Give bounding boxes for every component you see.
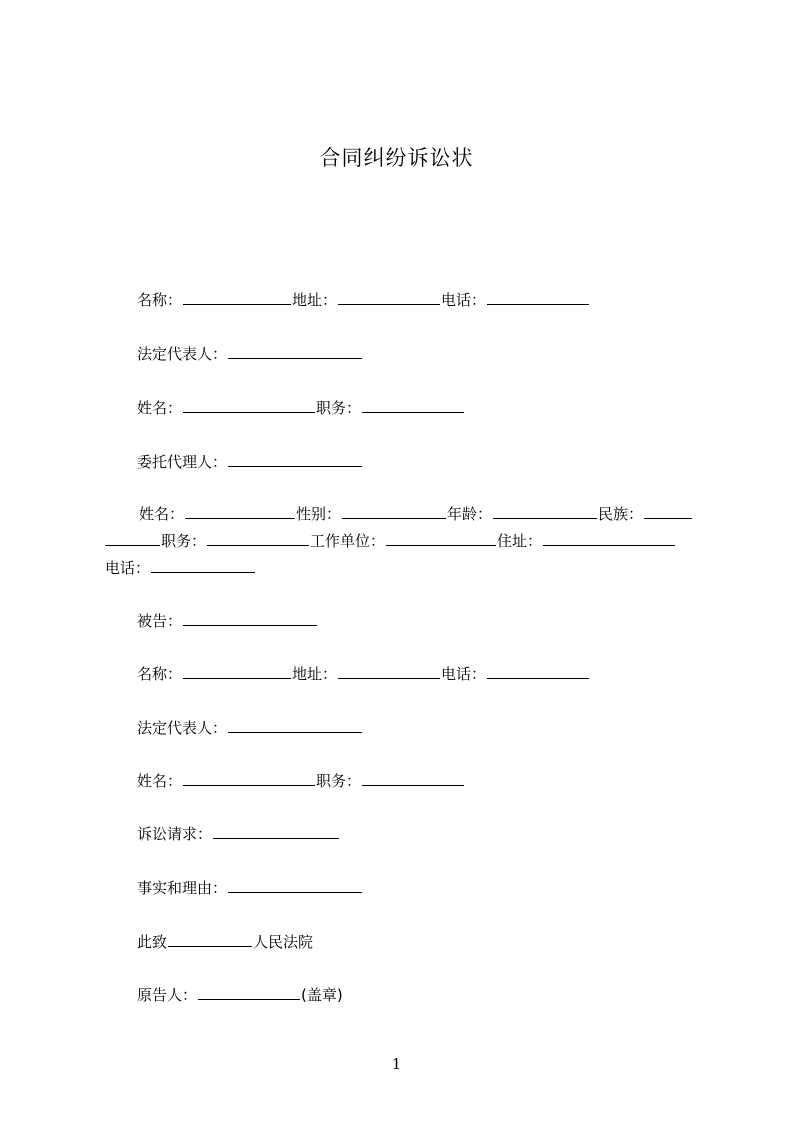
address-label: 地址： [292,291,338,309]
def-phone-blank[interactable] [487,664,589,679]
claims-blank[interactable] [213,824,339,839]
defendant-legal-rep-row [137,718,363,738]
agent-blank[interactable] [228,452,362,467]
court-prefix: 此致 [137,933,168,951]
position-blank[interactable] [362,398,464,413]
signature-row [137,985,343,1005]
claims-label: 诉讼请求： [137,825,213,843]
agent-name-blank[interactable] [185,504,295,519]
address-blank[interactable] [338,290,440,305]
court-suffix: 人民法院 [253,933,314,951]
def-legal-rep-label: 法定代表人： [137,719,228,737]
def-address-blank[interactable] [338,664,440,679]
workplace-blank[interactable] [386,531,496,546]
def-address-label: 地址： [292,665,338,683]
agent-phone-blank[interactable] [151,558,255,573]
person-name-label: 姓名： [137,399,183,417]
def-position-label: 职务： [316,772,362,790]
position-label: 职务： [316,399,362,417]
age-blank[interactable] [493,504,597,519]
phone-blank[interactable] [487,290,589,305]
workplace-label: 工作单位： [310,532,386,550]
def-legal-rep-blank[interactable] [228,718,362,733]
defendant-blank[interactable] [183,611,317,626]
court-blank[interactable] [168,932,252,947]
court-row [137,932,313,952]
defendant-person-row [137,771,465,791]
facts-label: 事实和理由： [137,879,228,897]
def-name-blank[interactable] [183,664,291,679]
ethnicity-label: 民族： [598,505,644,523]
agent-phone-label: 电话： [105,559,151,577]
agent-row [137,452,363,472]
seal-label: (盖章) [301,986,343,1004]
defendant-row [137,611,318,631]
residence-label: 住址： [497,532,543,550]
agent-position-blank[interactable] [207,531,309,546]
page-number: 1 [391,1055,402,1073]
agent-details-paragraph [105,501,703,582]
document-title: 合同纠纷诉讼状 [319,146,474,170]
legal-rep-blank[interactable] [228,344,362,359]
defendant-company-row [137,664,590,684]
def-position-blank[interactable] [362,771,464,786]
agent-position-label: 职务： [161,532,207,550]
signature-blank[interactable] [198,985,300,1000]
person-name-blank[interactable] [183,398,315,413]
plaintiff-company-row [137,290,590,310]
phone-label: 电话： [441,291,487,309]
gender-label: 性别： [296,505,342,523]
def-phone-label: 电话： [441,665,487,683]
facts-blank[interactable] [228,878,362,893]
ethnicity-blank-part2[interactable] [105,531,160,546]
residence-blank[interactable] [543,531,675,546]
def-person-name-label: 姓名： [137,772,183,790]
facts-row [137,878,363,898]
agent-label: 委托代理人： [137,453,228,471]
legal-rep-label: 法定代表人： [137,345,228,363]
def-person-name-blank[interactable] [183,771,315,786]
ethnicity-blank-part1[interactable] [644,504,692,519]
defendant-label: 被告： [137,612,183,630]
name-blank[interactable] [183,290,291,305]
age-label: 年龄： [447,505,493,523]
signature-label: 原告人： [137,986,198,1004]
plaintiff-person-row [137,398,465,418]
plaintiff-legal-rep-row [137,344,363,364]
claims-row [137,824,340,844]
def-name-label: 名称： [137,665,183,683]
agent-name-label: 姓名： [139,505,185,523]
gender-blank[interactable] [342,504,446,519]
name-label: 名称： [137,291,183,309]
